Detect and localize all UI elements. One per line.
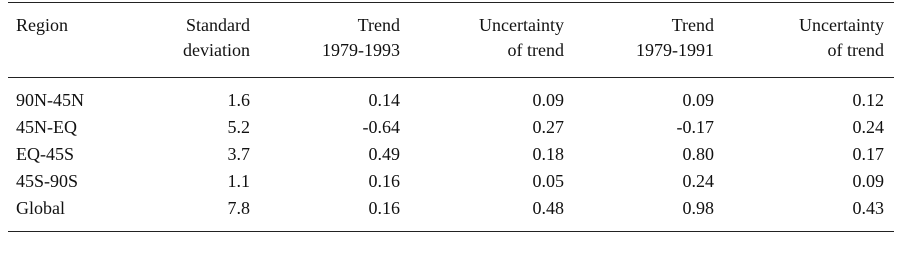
cell-standard-deviation: 7.8 [134,195,260,232]
header-trend-1979-1991 [574,3,724,78]
table-row [8,141,894,168]
table-row [8,168,894,195]
table-header-row [8,3,894,78]
cell-standard-deviation: 1.6 [227,90,250,110]
table-row [8,195,894,232]
cell-uncertainty-2: 0.12 [852,90,884,110]
cell-uncertainty-1: 0.18 [532,144,564,164]
cell-trend-1979-1993: -0.64 [362,117,400,137]
cell-region: 45S-90S [16,171,79,191]
cell-uncertainty-2: 0.09 [852,171,884,191]
cell-trend-1979-1991: 0.09 [682,90,714,110]
header-uncertainty-2-line-1: Uncertainty [799,15,884,35]
header-region-line-1: Region [16,15,68,35]
cell-region: EQ-45S [16,144,74,164]
header-uncertainty-1-line-1: Uncertainty [479,15,564,35]
cell-trend-1979-1993: 0.16 [368,171,400,191]
cell-region: 45N-EQ [16,117,77,137]
cell-uncertainty-1: 0.05 [532,171,564,191]
cell-trend-1979-1993: 0.49 [368,144,400,164]
cell-uncertainty-2: 0.17 [852,144,884,164]
header-uncertainty-1-line-2: of trend [507,40,564,60]
header-trend-1979-1991-line-2: 1979-1991 [636,40,714,60]
header-uncertainty-2 [724,3,894,78]
header-standard-deviation-line-2: deviation [183,40,250,60]
cell-trend-1979-1991: 0.80 [682,144,714,164]
cell-region: Global [8,195,134,232]
table-row [8,114,894,141]
table-row [8,78,894,115]
header-region [8,3,134,78]
cell-trend-1979-1993: 0.16 [260,195,410,232]
cell-trend-1979-1991: -0.17 [676,117,714,137]
cell-standard-deviation: 5.2 [227,117,250,137]
header-trend-1979-1991-line-1: Trend [671,15,714,35]
cell-uncertainty-1: 0.09 [532,90,564,110]
header-trend-1979-1993-line-1: Trend [357,15,400,35]
cell-trend-1979-1991: 0.24 [682,171,714,191]
header-trend-1979-1993 [260,3,410,78]
cell-region: 90N-45N [16,90,84,110]
header-uncertainty-1 [410,3,574,78]
trend-table [8,2,894,232]
cell-standard-deviation: 3.7 [227,144,250,164]
header-standard-deviation-line-1: Standard [186,15,250,35]
cell-uncertainty-2: 0.43 [724,195,894,232]
cell-standard-deviation: 1.1 [227,171,250,191]
data-table-container [8,2,894,232]
cell-trend-1979-1991: 0.98 [574,195,724,232]
cell-uncertainty-1: 0.48 [410,195,574,232]
header-standard-deviation [134,3,260,78]
cell-uncertainty-2: 0.24 [852,117,884,137]
cell-trend-1979-1993: 0.14 [368,90,400,110]
header-trend-1979-1993-line-2: 1979-1993 [322,40,400,60]
cell-uncertainty-1: 0.27 [532,117,564,137]
header-uncertainty-2-line-2: of trend [827,40,884,60]
